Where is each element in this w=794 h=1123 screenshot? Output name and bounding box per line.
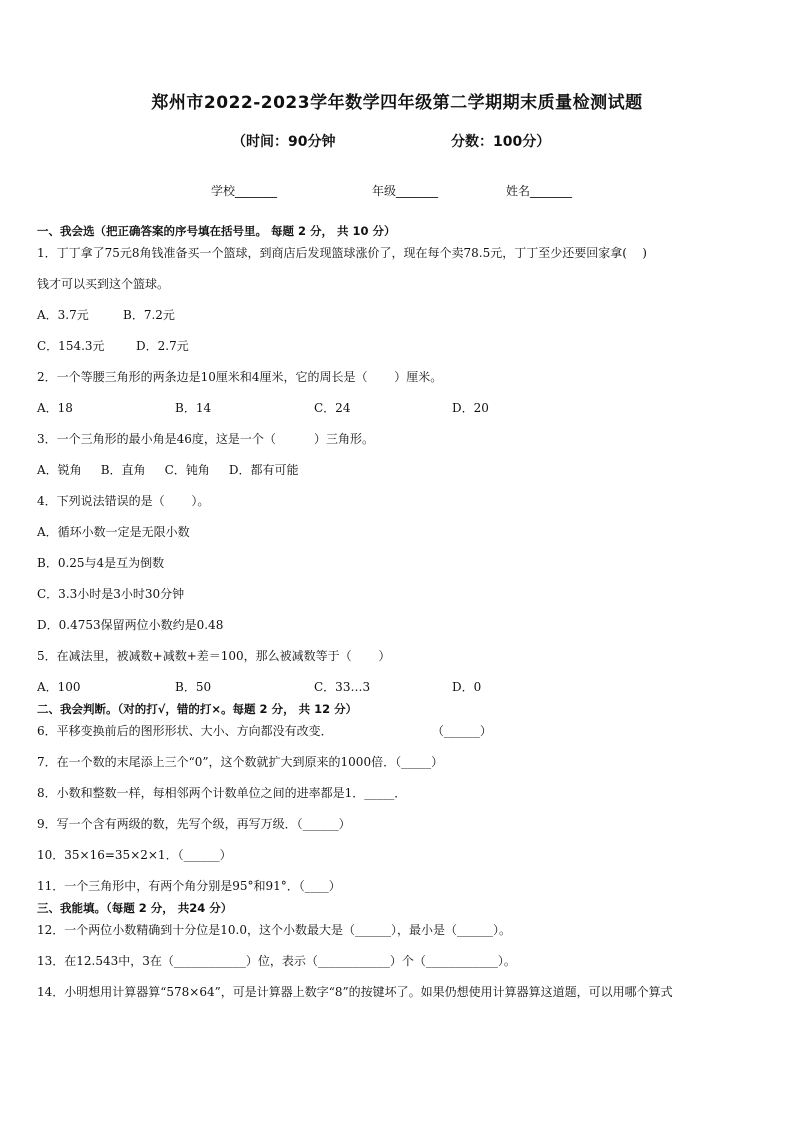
option-a: A．3.7元 [37, 308, 89, 322]
exam-content [37, 220, 767, 1012]
option-d: D．2.7元 [136, 339, 189, 353]
question-6: 6．平移变换前后的图形形状、大小、方向都没有改变． （______） [37, 724, 492, 738]
exam-title: 郑州市2022-2023学年数学四年级第二学期期末质量检测试题 [151, 93, 643, 113]
question-11: 11．一个三角形中，有两个角分别是95°和91°．（____） [37, 879, 341, 893]
question-13: 13．在12.543中，3在（____________）位，表示（____________）个（____________）。 [37, 954, 516, 968]
section-heading-choice: 一、我会选（把正确答案的序号填在括号里。 每题 2 分， 共 10 分） [37, 224, 396, 238]
name-field: 姓名_______ [506, 184, 573, 198]
option-d: D．20 [452, 401, 489, 415]
question-12: 12．一个两位小数精确到十分位是10.0，这个小数最大是（______），最小是（______）。 [37, 923, 511, 937]
question-1-line-2: 钱才可以买到这个篮球。 [37, 277, 170, 291]
question-1-options-row-1 [37, 304, 767, 335]
question-8: 8．小数和整数一样，每相邻两个计数单位之间的进率都是1．_____． [37, 786, 407, 800]
question-1-line-1: 1．丁丁拿了75元8角钱准备买一个篮球，到商店后发现篮球涨价了，现在每个卖78.5元，丁丁至少还要回家拿( ) [37, 246, 647, 260]
option-c: C．24 [314, 401, 351, 415]
question-2-options [37, 397, 767, 428]
question-7: 7．在一个数的末尾添上三个“0”，这个数就扩大到原来的1000倍．（_____） [37, 755, 444, 769]
question-4-option-c: C．3.3小时是3小时30分钟 [37, 587, 185, 601]
question-1-options-row-2 [37, 335, 767, 366]
question-10: 10．35×16=35×2×1．（______） [37, 848, 232, 862]
option-a: A．18 [37, 401, 73, 415]
question-3: 3．一个三角形的最小角是46度，这是一个（ ）三角形。 [37, 432, 375, 446]
option-b: B．50 [175, 680, 212, 694]
option-c: C．154.3元 [37, 339, 105, 353]
option-c: C．33…3 [314, 680, 371, 694]
question-4: 4．下列说法错误的是（ ）。 [37, 494, 210, 508]
option-a: A．100 [37, 680, 81, 694]
question-2: 2．一个等腰三角形的两条边是10厘米和4厘米，它的周长是（ ）厘米。 [37, 370, 443, 384]
option-b: B．14 [175, 401, 212, 415]
question-4-option-a: A．循环小数一定是无限小数 [37, 525, 190, 539]
option-b: B．7.2元 [123, 308, 175, 322]
total-score: 分数：100分） [451, 134, 551, 150]
question-5-options [37, 676, 767, 698]
question-3-options: A．锐角 B．直角 C．钝角 D．都有可能 [37, 463, 299, 477]
grade-field: 年级_______ [372, 184, 439, 198]
question-4-option-d: D．0.4753保留两位小数约是0.48 [37, 618, 224, 632]
section-heading-fill: 三、我能填。（每题 2 分， 共24 分） [37, 901, 233, 915]
option-d: D．0 [452, 680, 482, 694]
question-5: 5．在减法里，被减数+减数+差＝100，那么被减数等于（ ） [37, 649, 391, 663]
question-14: 14．小明想用计算器算“578×64”，可是计算器上数字“8”的按键坏了。如果仍想使用计算器算这道题，可以用哪个算式 [37, 985, 673, 999]
section-heading-judge: 二、我会判断。（对的打√，错的打×。每题 2 分， 共 12 分） [37, 702, 358, 716]
time-limit: （时间：90分钟 [232, 134, 336, 150]
school-field: 学校_______ [211, 184, 278, 198]
question-9: 9．写一个含有两级的数，先写个级，再写万级．（______） [37, 817, 351, 831]
question-4-option-b: B．0.25与4是互为倒数 [37, 556, 165, 570]
